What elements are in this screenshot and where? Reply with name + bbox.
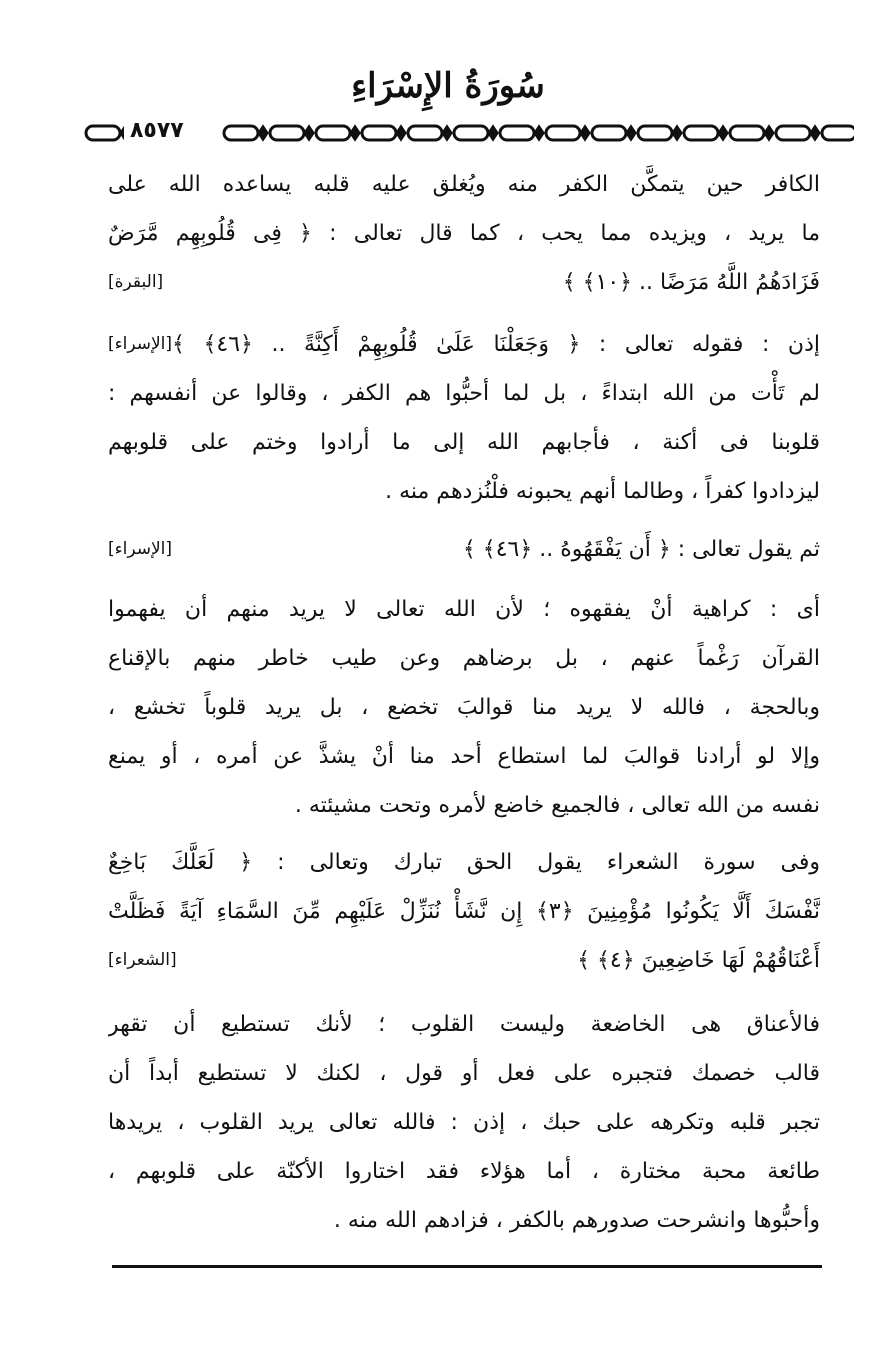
text-line — [108, 258, 820, 307]
line-text: أى : كراهية أنْ يفقهوه ؛ لأن الله تعالى لا يريد منهم أن يفهموا — [108, 597, 820, 622]
line-text: الكافر حين يتمكَّن الكفر منه ويُغلق عليه قلبه يساعده الله على — [108, 172, 820, 197]
paragraph — [108, 1000, 820, 1245]
line-text: إذن : فقوله تعالى : ﴿ وَجَعَلْنَا عَلَىٰ قُلُوبِهِمْ أَكِنَّةً .. ﴿٤٦﴾ ﴾ — [172, 332, 820, 357]
line-text: قالب خصمك فتجبره على فعل أو قول ، لكنك لا تستطيع أبداً أن — [108, 1061, 820, 1086]
line-text: وبالحجة ، فالله لا يريد منا قوالبَ تخضع ، بل يريد قلوباً تخشع ، — [108, 695, 820, 720]
text-line — [108, 160, 820, 209]
surah-title: سُورَةُ الإِسْرَاءِ — [351, 66, 545, 106]
line-text: تجبر قلبه وتكرهه على حبك ، إذن : فالله تعالى يريد القلوب ، يريدها — [108, 1110, 820, 1135]
line-text: أَعْنَاقُهُمْ لَهَا خَاضِعِينَ ﴿٤﴾ ﴾ — [577, 948, 820, 973]
line-text: نفسه من الله تعالى ، فالجميع خاضع لأمره وتحت مشيئته . — [294, 793, 820, 818]
text-line — [108, 1000, 820, 1049]
page-number: ٨٥٧٧ — [124, 118, 190, 143]
line-text: ما يريد ، ويزيده مما يحب ، كما قال تعالى : ﴿ فِى قُلُوبِهِم مَّرَضٌ — [108, 221, 820, 246]
surah-reference: [البقرة] — [108, 272, 164, 292]
text-line — [108, 369, 820, 418]
line-text: فالأعناق هى الخاضعة وليست القلوب ؛ لأنك تستطيع أن تقهر — [108, 1012, 820, 1037]
paragraph — [108, 585, 820, 830]
text-line — [108, 467, 820, 516]
text-line — [108, 1098, 820, 1147]
line-text: طائعة محبة مختارة ، أما هؤلاء فقد اختاروا الأكنّة على قلوبهم ، — [108, 1159, 820, 1184]
line-text: ثم يقول تعالى : ﴿ أَن يَفْقَهُوهُ .. ﴿٤٦﴾ ﴾ — [462, 537, 820, 562]
text-line — [108, 936, 820, 985]
line-text: وإلا لو أرادنا قوالبَ لما استطاع أحد منا أنْ يشذَّ عن أمره ، أو يمنع — [108, 744, 820, 769]
text-line — [108, 320, 820, 369]
footer-rule — [112, 1265, 822, 1268]
line-text: لم تَأْت من الله ابتداءً ، بل لما أحبُّوا هم الكفر ، وقالوا عن أنفسهم : — [108, 381, 820, 406]
text-line — [108, 781, 820, 830]
text-line — [108, 634, 820, 683]
header-ornament-border — [84, 120, 854, 146]
paragraph — [108, 160, 820, 307]
text-line — [108, 525, 820, 574]
surah-reference: [الإسراء] — [108, 334, 173, 354]
text-line — [108, 887, 820, 936]
surah-reference: [الإسراء] — [108, 539, 173, 559]
text-line — [108, 585, 820, 634]
line-text: نَّفْسَكَ أَلَّا يَكُونُوا مُؤْمِنِينَ ﴿٣﴾ إِن نَّشَأْ نُنَزِّلْ عَلَيْهِم مِّنَ السَّمَاءِ آيَةً فَظَلَّتْ — [108, 899, 820, 924]
surah-reference: [الشعراء] — [108, 950, 177, 970]
paragraph — [108, 838, 820, 985]
paragraph — [108, 320, 820, 516]
line-text: ليزدادوا كفراً ، وطالما أنهم يحبونه فلْنُزدهم منه . — [385, 479, 820, 504]
text-line — [108, 1049, 820, 1098]
line-text: وأحبُّوها وانشرحت صدورهم بالكفر ، فزادهم الله منه . — [333, 1208, 820, 1233]
text-line — [108, 683, 820, 732]
text-line — [108, 1196, 820, 1245]
line-text: القرآن رَغْماً عنهم ، بل برضاهم وعن طيب خاطر منهم بالإقناع — [108, 646, 820, 671]
paragraph — [108, 525, 820, 574]
text-line — [108, 1147, 820, 1196]
line-text: قلوبنا فى أكنة ، فأجابهم الله إلى ما أرادوا وختم على قلوبهم — [108, 430, 820, 455]
text-line — [108, 732, 820, 781]
text-line — [108, 209, 820, 258]
text-line — [108, 838, 820, 887]
line-text: فَزَادَهُمُ اللَّهُ مَرَضًا .. ﴿١٠﴾ ﴾ — [562, 270, 820, 295]
line-text: وفى سورة الشعراء يقول الحق تبارك وتعالى : ﴿ لَعَلَّكَ بَاخِعٌ — [108, 850, 820, 875]
text-line — [108, 418, 820, 467]
